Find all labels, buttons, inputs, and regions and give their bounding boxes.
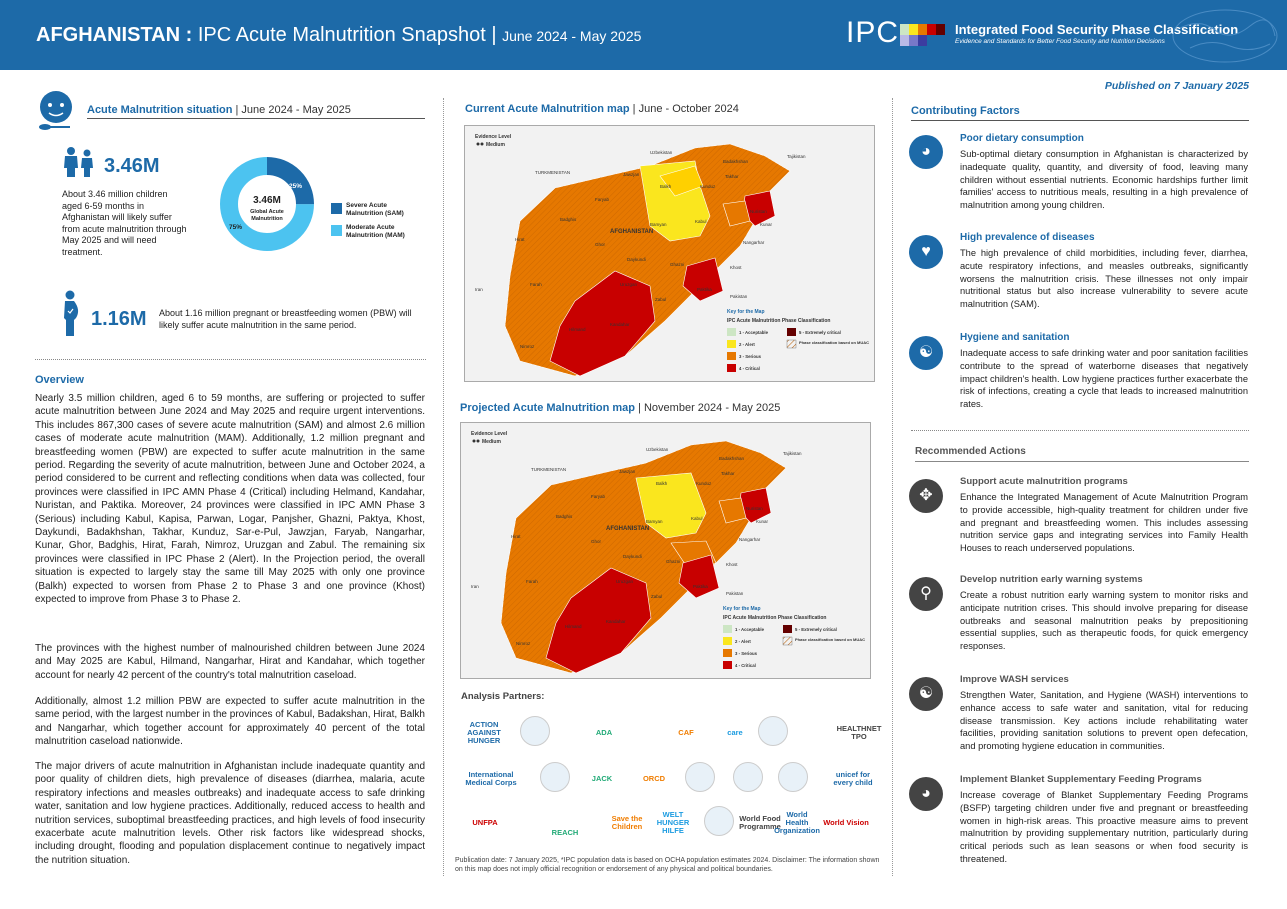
partner-logo: [733, 762, 763, 792]
map-key-label: 1 - Acceptable: [735, 627, 764, 632]
place-label-takhar: Takhar: [721, 471, 735, 476]
place-label-faryab: Faryab: [591, 494, 606, 499]
place-label-nangarhar: Nangarhar: [739, 537, 761, 542]
place-label-khost: Khost: [726, 562, 738, 567]
place-label-badghis: Badghis: [556, 514, 573, 519]
projected-map: [460, 422, 871, 679]
ipc-color-block: [927, 24, 936, 35]
place-label-turkmenistan: TURKMENISTAN: [535, 170, 571, 175]
map-key-label: 2 - Alert: [739, 342, 755, 347]
place-label-ghazni: Ghazni: [670, 262, 685, 267]
evidence-dot: [481, 143, 484, 146]
ipc-tagline: Evidence and Standards for Better Food Security and Nutrition Decisions: [955, 38, 1165, 45]
partner-logo: [540, 762, 570, 792]
factors-rule: [911, 120, 1249, 121]
map-key-subtitle: IPC Acute Malnutrition Phase Classification: [723, 615, 827, 621]
action-4-title: Implement Blanket Supplementary Feeding Programs: [960, 774, 1202, 785]
mam-legend-swatch: [331, 225, 342, 236]
pbw-text: About 1.16 million pregnant or breastfeeding women (PBW) will likely suffer acute malnutrition in the same period.: [159, 308, 412, 330]
mam-legend-label: Moderate Acute Malnutrition (MAM): [346, 224, 405, 239]
map-key-swatch: [727, 340, 736, 348]
current-map: [464, 125, 875, 382]
place-label-nuristan: Nuristan: [750, 209, 767, 214]
evidence-dot: [477, 143, 480, 146]
place-label-pakistan: Pakistan: [726, 591, 744, 596]
arrows-in-icon: ✥: [909, 479, 943, 513]
place-label-bamyan: Bamyan: [650, 222, 667, 227]
place-label-country: AFGHANISTAN: [610, 229, 654, 235]
place-label-farah: Farah: [530, 282, 542, 287]
pbw-number: 1.16M: [91, 308, 147, 330]
sam-legend-label: Severe Acute Malnutrition (SAM): [346, 202, 404, 217]
place-label-nimroz: Nimroz: [516, 641, 531, 646]
place-label-kandahar: Kandahar: [606, 619, 626, 624]
action-3-text: Strengthen Water, Sanitation, and Hygiene (WASH) interventions to enhance access to safe water and sanitation, vital for reducing disease transmission. Key actions include rehabilitating water facilities, providing sanitation solutions to prevent open defecation, and promoting hygiene education in communities.: [960, 690, 1248, 752]
map-key-label: 2 - Alert: [735, 639, 751, 644]
ipc-org-name: Integrated Food Security Phase Classification: [955, 22, 1239, 37]
column-divider: [443, 98, 444, 876]
partner-logo: ADA: [595, 728, 613, 737]
place-label-kunduz: Kunduz: [700, 184, 716, 189]
place-label-jawzjan: Jawzjan: [619, 469, 636, 474]
map-key-title: Key for the Map: [723, 606, 761, 612]
place-label-hirat: Hirat: [515, 237, 525, 242]
current-map-drawing: [465, 126, 875, 382]
ipc-color-block: [909, 35, 918, 46]
ipc-color-block: [936, 24, 945, 35]
place-label-nimroz: Nimroz: [520, 344, 535, 349]
evidence-value: Medium: [482, 439, 501, 445]
place-label-zabul: Zabul: [651, 594, 663, 599]
handwashing-icon: ☯: [909, 677, 943, 711]
bowl-icon: ◕: [909, 135, 943, 169]
actions-rule: [915, 461, 1249, 462]
partner-logo: unicef for every child: [833, 770, 873, 787]
place-label-uzbekistan: Uzbekistan: [650, 150, 673, 155]
place-label-badghis: Badghis: [560, 217, 577, 222]
map-key-label: 4 - Critical: [735, 663, 756, 668]
factor-2-text: The high prevalence of child morbidities, including fever, diarrhea, acute respiratory infections, and measles outbreaks, significantly worsens the malnutrition crisis. These illnesses not only impair nutritional status but also increase vulnerability to severe acute malnutrition (SAM).: [960, 248, 1248, 310]
action-3-title: Improve WASH services: [960, 674, 1069, 685]
projected-map-drawing: [461, 423, 871, 679]
partner-logo: ACTION AGAINST HUNGER: [467, 720, 501, 745]
projected-map-title: Projected Acute Malnutrition map | November 2024 - May 2025: [460, 402, 781, 414]
heart-pulse-icon: ♥: [909, 235, 943, 269]
partner-logo: World Vision: [823, 818, 869, 827]
partner-logo: [758, 716, 788, 746]
place-label-kunar: Kunar: [760, 222, 773, 227]
page-title: [36, 24, 641, 47]
published-date: Published on 7 January 2025: [1104, 80, 1249, 92]
map-key-label: 3 - Serious: [739, 354, 761, 359]
place-label-iran: Iran: [471, 584, 479, 589]
situation-rule: [87, 118, 425, 119]
ipc-color-block: [909, 24, 918, 35]
place-label-kabul: Kabul: [695, 219, 707, 224]
evidence-dot: [473, 440, 476, 443]
place-label-faryab: Faryab: [595, 197, 610, 202]
overview-paragraph-4: The major drivers of acute malnutrition in Afghanistan include inadequate quantity and poor quality of children diets, high prevalence of diseases (diarrhea, malaria, acute respiratory infections and measles outbreaks) and inadequate access to safe drinking water, sanitation and low hygiene practices. Additionally, reduced access to health and nutrition services, suboptimal breastfeeding practices, and high levels of food insecurity exacerbate acute malnutrition levels. Other risk factors like widespread shocks, including drought, flooding and population displacement continue to negatively impact the nutrition situation.: [35, 761, 425, 866]
place-label-country: AFGHANISTAN: [606, 526, 650, 532]
child-face-icon: [36, 90, 74, 134]
country-name: AFGHANISTAN :: [36, 24, 193, 46]
place-label-daykundi: Daykundi: [627, 257, 646, 262]
muac-label: Phase classification based on MUAC: [799, 340, 870, 345]
place-label-zabul: Zabul: [655, 297, 667, 302]
muac-label: Phase classification based on MUAC: [795, 637, 866, 642]
mam-pct: 75%: [229, 224, 243, 231]
partner-logo: ORCD: [642, 774, 666, 783]
map-key-label: 4 - Critical: [739, 366, 760, 371]
place-label-hirat: Hirat: [511, 534, 521, 539]
children-number: 3.46M: [104, 155, 160, 177]
place-label-takhar: Takhar: [725, 174, 739, 179]
factors-title: Contributing Factors: [911, 105, 1020, 117]
actions-title: Recommended Actions: [915, 446, 1026, 457]
place-label-balkh: Balkh: [660, 184, 672, 189]
place-label-bamyan: Bamyan: [646, 519, 663, 524]
partner-logo: International Medical Corps: [465, 770, 517, 787]
place-label-tajikistan: Tajikistan: [783, 451, 802, 456]
place-label-kandahar: Kandahar: [610, 322, 630, 327]
partner-logo: World Food Programme: [739, 814, 781, 831]
partner-logo: Save the Children: [611, 814, 643, 831]
place-label-nuristan: Nuristan: [746, 506, 763, 511]
place-label-khost: Khost: [730, 265, 742, 270]
ipc-color-blocks: [900, 24, 946, 46]
current-map-title: Current Acute Malnutrition map | June - October 2024: [465, 103, 739, 115]
globe-icon: [1170, 8, 1280, 63]
column-divider: [892, 98, 893, 876]
map-key-swatch: [723, 649, 732, 657]
partner-logo: [520, 716, 550, 746]
action-4-text: Increase coverage of Blanket Supplementary Feeding Programs (BSFP) targeting children under five and pregnant or breastfeeding women in high-risk areas. This proactive measure aims to prevent malnutrition by providing supplementary nutrition, particularly during critical periods such as lean seasons or when food security is threatened.: [960, 790, 1248, 864]
place-label-ghazni: Ghazni: [666, 559, 681, 564]
place-label-kabul: Kabul: [691, 516, 703, 521]
ipc-logo: IPC: [846, 16, 900, 49]
partner-logo: UNFPA: [472, 818, 498, 827]
map-key-swatch: [723, 637, 732, 645]
overview-title: Overview: [35, 374, 84, 386]
partner-logo: [685, 762, 715, 792]
handwashing-icon: ☯: [909, 336, 943, 370]
factor-1-text: Sub-optimal dietary consumption in Afghanistan is characterized by inadequate quality, quantity, and diversity of food, leaving many children without essential nutrients. Economic hardships further limit families' access to nutritious meals, resulting in a high prevalence of malnutrition among young children.: [960, 149, 1248, 211]
evidence-title: Evidence Level: [471, 431, 508, 437]
pregnant-woman-icon: [60, 290, 82, 338]
ipc-color-block: [918, 24, 927, 35]
map-key-swatch: [723, 625, 732, 633]
footer-disclaimer: Publication date: 7 January 2025, *IPC population data is based on OCHA population estimates 2024. Disclaimer: The information shown on this map does not imply official recognition or endorsement of any physical and political boundaries.: [455, 857, 880, 873]
sam-legend-swatch: [331, 203, 342, 214]
donut-center-label: Global Acute Malnutrition: [250, 209, 284, 222]
evidence-dot: [477, 440, 480, 443]
partner-logo: [704, 806, 734, 836]
place-label-farah: Farah: [526, 579, 538, 584]
title-text: IPC Acute Malnutrition Snapshot |: [192, 24, 503, 46]
place-label-hilmand: Hilmand: [565, 624, 582, 629]
partner-logo: HEALTHNET TPO: [836, 724, 882, 741]
action-1-text: Enhance the Integrated Management of Acute Malnutrition Program to provide accessible, high-quality treatment for children under five and pregnant and breastfeeding women. This includes assessing nutrition service gaps and integrating services into Family Health Houses to reach underserved populations.: [960, 492, 1248, 554]
evidence-value: Medium: [486, 142, 505, 148]
place-label-uruzgan: Uruzgan: [616, 579, 634, 584]
map-key-subtitle: IPC Acute Malnutrition Phase Classification: [727, 318, 831, 324]
magnifier-icon: ⚲: [909, 577, 943, 611]
map-key-swatch: [727, 352, 736, 360]
muac-swatch: [787, 340, 796, 348]
place-label-nangarhar: Nangarhar: [743, 240, 765, 245]
map-key-label: 1 - Acceptable: [739, 330, 768, 335]
place-label-jawzjan: Jawzjan: [623, 172, 640, 177]
place-label-daykundi: Daykundi: [623, 554, 642, 559]
place-label-badakhshan: Badakhshan: [723, 159, 749, 164]
place-label-balkh: Balkh: [656, 481, 668, 486]
header-banner: [0, 0, 1287, 70]
place-label-uzbekistan: Uzbekistan: [646, 447, 669, 452]
place-label-iran: Iran: [475, 287, 483, 292]
children-icon: [62, 146, 96, 178]
ipc-color-block: [900, 35, 909, 46]
place-label-kunduz: Kunduz: [696, 481, 712, 486]
place-label-turkmenistan: TURKMENISTAN: [531, 467, 567, 472]
partner-logo: REACH: [551, 828, 579, 837]
partner-logo: WELT HUNGER HILFE: [656, 810, 690, 835]
place-label-badakhshan: Badakhshan: [719, 456, 745, 461]
place-label-tajikistan: Tajikistan: [787, 154, 806, 159]
overview-paragraph-1: Nearly 3.5 million children, aged 6 to 59 months, are suffering or projected to suffer acute malnutrition between June 2024 and May 2025 and require urgent interventions. This includes 867,300 cases of severe acute malnutrition (SAM) and almost 2.6 million cases of moderate acute malnutrition (MAM). Additionally, 1.2 million pregnant and breastfeeding women (PBW) are expected to suffer acute malnutrition in the same period. Regarding the severity of acute malnutrition, between June and October 2024, a period considered to be current and reflecting conditions when data was collected, four provinces were classified in IPC AMN Phase 4 (Critical) including Helmand, Kandahar, Nuristan, and Paktika. Moreover, 24 provinces were classified in IPC AMN Phase 3 (Serious) including Kabul, Kapisa, Parwan, Logar, Panjsher, Ghazni, Paktya, Khost, Daykundi, Badakhshan, Takhar, Kunduz, Sar-e-Pul, Jawzjan, Faryab, Nangarhar, Kunar, Ghor, Badghis, Hirat, Farah, Nimroz, Uruzgan and Zabul. The remaining six provinces were classified in IPC Phase 2 (Alert). In the Projection period, the overall situation is expected to largely stay the same till May 2025 with only one province (Balkh) expected to worsen from Phase 2 to Phase 3 and one province (Khost) expected to improve from Phase 3 to Phase 2.: [35, 393, 425, 606]
children-text: About 3.46 million children aged 6-59 months in Afghanistan will likely suffer from acute malnutrition through May 2025 and will need treatment.: [62, 189, 187, 257]
place-label-paktika: Paktika: [697, 287, 712, 292]
title-dates: June 2024 - May 2025: [502, 28, 642, 44]
sam-pct: 25%: [289, 183, 303, 190]
donut-center-value: 3.46M: [253, 195, 281, 206]
map-key-title: Key for the Map: [727, 309, 765, 315]
map-key-label: 5 - Extremely critical: [795, 627, 837, 632]
map-key-swatch: [787, 328, 796, 336]
map-key-label: 5 - Extremely critical: [799, 330, 841, 335]
divider: [35, 359, 426, 360]
map-key-swatch: [727, 328, 736, 336]
divider: [911, 430, 1249, 431]
food-bowl-icon: ◕: [909, 777, 943, 811]
place-label-kunar: Kunar: [756, 519, 769, 524]
factor-2-title: High prevalence of diseases: [960, 232, 1095, 243]
partner-logo: care: [727, 728, 743, 737]
map-key-swatch: [783, 625, 792, 633]
action-2-text: Create a robust nutrition early warning system to monitor risks and anticipate nutrition crises. This should involve preparing for disease outbreaks and seasonal malnutrition peaks by prepositioning essential supplies, such as therapeutic foods, for quick emergency responses.: [960, 590, 1248, 652]
situation-title: Acute Malnutrition situation | June 2024 - May 2025: [87, 104, 351, 116]
partners-title: Analysis Partners:: [461, 691, 545, 702]
overview-paragraph-2: The provinces with the highest number of malnourished children between June 2024 and May 2025 are Kabul, Hilmand, Nangarhar, Hirat and Kandahar, which together account for nearly 42 percent of the country's total malnutrition caseload.: [35, 643, 425, 681]
factor-1-title: Poor dietary consumption: [960, 133, 1084, 144]
place-label-hilmand: Hilmand: [569, 327, 586, 332]
place-label-ghor: Ghor: [595, 242, 606, 247]
map-key-swatch: [723, 661, 732, 669]
place-label-paktika: Paktika: [693, 584, 708, 589]
partner-logo: World Health Organization: [774, 810, 820, 835]
map-key-swatch: [727, 364, 736, 372]
partner-logo: [778, 762, 808, 792]
evidence-title: Evidence Level: [475, 134, 512, 140]
ipc-color-block: [900, 24, 909, 35]
partner-logo: JACK: [591, 774, 613, 783]
place-label-ghor: Ghor: [591, 539, 602, 544]
factor-3-title: Hygiene and sanitation: [960, 332, 1070, 343]
overview-paragraph-3: Additionally, almost 1.2 million PBW are expected to suffer acute malnutrition in the same period, with the largest number in the provinces of Kabul, Badakshan, Hirat, Balkh and Nangarhar, which together account for approximately 40 percent of the total malnutrition caseload nationwide.: [35, 696, 425, 748]
action-1-title: Support acute malnutrition programs: [960, 476, 1128, 487]
factor-3-text: Inadequate access to safe drinking water and poor sanitation facilities contribute to the spread of waterborne diseases that negatively impact children's health. Low hygiene practices further exacerbate the risk of infections, creating a cycle that leads to increased malnutrition rates.: [960, 348, 1248, 410]
map-key-label: 3 - Serious: [735, 651, 757, 656]
action-2-title: Develop nutrition early warning systems: [960, 574, 1143, 585]
ipc-color-block: [918, 35, 927, 46]
place-label-uruzgan: Uruzgan: [620, 282, 638, 287]
partner-logo: CAF: [678, 728, 694, 737]
place-label-pakistan: Pakistan: [730, 294, 748, 299]
muac-swatch: [783, 637, 792, 645]
